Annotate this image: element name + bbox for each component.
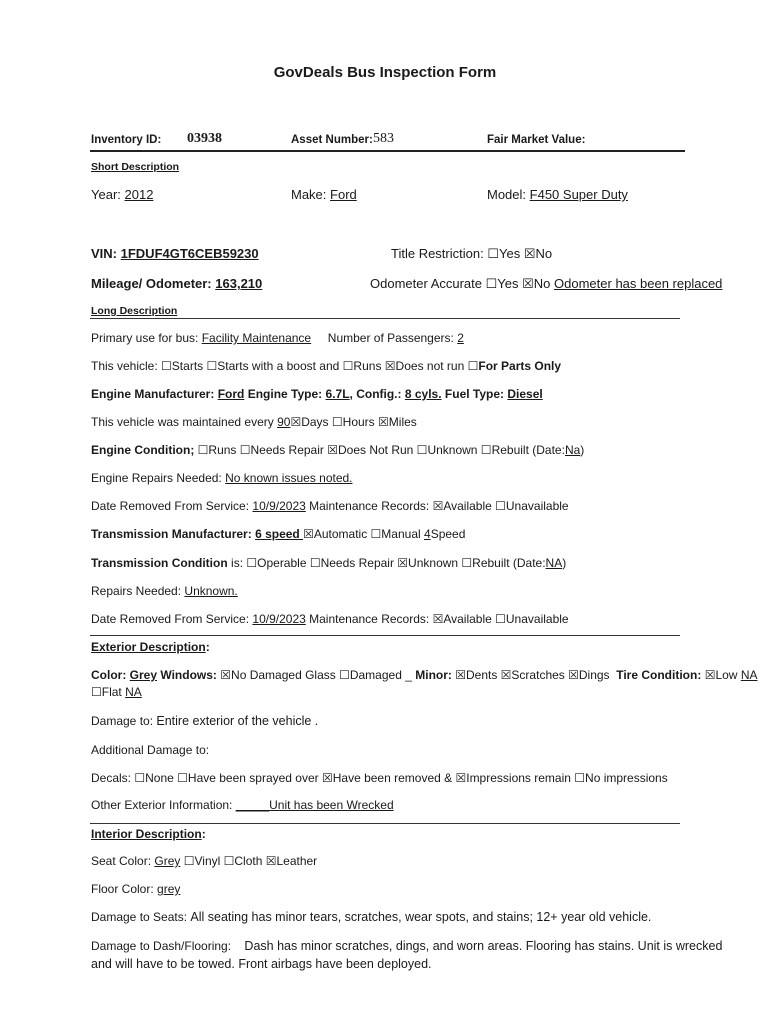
odometer-no-label: No <box>533 276 551 291</box>
windows-options[interactable]: ☒No Damaged Glass ☐Damaged _ <box>220 668 412 682</box>
date-removed-value: 10/9/2023 <box>252 499 306 513</box>
engine-repairs-value: No known issues noted. <box>225 471 353 485</box>
seat-color-value: Grey <box>154 854 181 868</box>
exterior-color-row <box>91 668 757 682</box>
model-value: F450 Super Duty <box>529 187 628 202</box>
seats-damage-value: All seating has minor tears, scratches, wear spots, and stains; 12+ year old vehicle. <box>190 910 652 924</box>
dash-damage-value-1: Dash has minor scratches, dings, and worn areas. Flooring has stains. Unit is wrecked <box>244 939 723 953</box>
floor-color-row <box>91 882 180 896</box>
config-value: 8 cyls. <box>404 387 442 401</box>
year-field <box>91 187 153 202</box>
interior-heading <box>91 827 206 841</box>
flat-row <box>91 685 142 699</box>
maint-records-options-2[interactable]: ☒Available ☐Unavailable <box>432 612 569 626</box>
title-no-checkbox[interactable]: ☒ <box>523 246 536 261</box>
color-label: Color: <box>91 668 127 682</box>
primary-use-value: Facility Maintenance <box>201 331 312 345</box>
repairs-needed-label: Repairs Needed: <box>91 584 182 598</box>
tire-low-checkbox[interactable]: ☒Low <box>704 668 738 682</box>
windows-label: Windows: <box>160 668 217 682</box>
engine-info-row <box>91 387 543 401</box>
date-removed-label: Date Removed From Service: <box>91 499 250 513</box>
other-exterior-label: Other Exterior Information: <box>91 798 233 812</box>
damage-row <box>91 714 318 728</box>
header-divider <box>90 150 685 152</box>
miles-checkbox[interactable]: ☒Miles <box>378 415 417 429</box>
vin-field <box>91 246 259 261</box>
engine-condition-options[interactable]: ☐Runs ☐Needs Repair ☒Does Not Run ☐Unknown ☐Rebuilt (Date: <box>197 443 565 457</box>
maintenance-interval-row <box>91 415 417 429</box>
tire-condition-label: Tire Condition: <box>616 668 702 682</box>
interior-heading-text: Interior Description <box>91 827 202 841</box>
config-label: , Config.: <box>349 387 402 401</box>
title-yes-checkbox[interactable]: ☐ <box>487 246 499 261</box>
year-value: 2012 <box>124 187 154 202</box>
transmission-condition-options[interactable]: ☐Operable ☐Needs Repair ☒Unknown ☐Rebuilt (Date: <box>246 556 546 570</box>
interior-divider <box>90 823 680 824</box>
engine-rebuilt-close: ) <box>580 443 585 457</box>
title-restriction-field <box>391 246 552 262</box>
seats-damage-row <box>91 910 651 924</box>
exterior-heading <box>91 640 210 654</box>
other-exterior-row <box>91 798 394 812</box>
odometer-note: Odometer has been replaced <box>554 276 723 291</box>
maint-records-label: Maintenance Records: <box>309 499 430 513</box>
starts-boost-checkbox[interactable]: ☐Starts with a boost and <box>206 359 340 373</box>
make-value: Ford <box>330 187 357 202</box>
maint-records-options[interactable]: ☒Available ☐Unavailable <box>432 499 569 513</box>
engine-condition-label: Engine Condition; <box>91 443 195 457</box>
maint-records-label-2: Maintenance Records: <box>309 612 430 626</box>
additional-damage-label: Additional Damage to: <box>91 743 210 757</box>
engine-type-label: Engine Type: <box>247 387 323 401</box>
mileage-label: Mileage/ Odometer: <box>91 276 212 291</box>
starts-checkbox[interactable]: ☐Starts <box>161 359 204 373</box>
odometer-accurate-label: Odometer Accurate <box>370 276 482 291</box>
form-title: GovDeals Bus Inspection Form <box>273 64 497 81</box>
vehicle-status-row <box>91 359 561 373</box>
passengers-value: 2 <box>457 331 464 345</box>
title-no-label: No <box>535 246 553 261</box>
maintained-value: 90 <box>277 415 291 429</box>
damage-value: Entire exterior of the vehicle . <box>156 714 319 728</box>
fuel-type-value: Diesel <box>507 387 543 401</box>
asset-number-value: 583 <box>373 131 394 146</box>
runs-checkbox[interactable]: ☐Runs <box>342 359 382 373</box>
asset-number-label: Asset Number: <box>291 134 373 146</box>
make-label: Make: <box>291 187 327 202</box>
does-not-run-checkbox[interactable]: ☒Does not run <box>384 359 465 373</box>
inventory-id-value: 03938 <box>187 131 222 146</box>
repairs-needed-row <box>91 584 238 598</box>
transmission-type-options[interactable]: ☒Automatic ☐Manual <box>303 527 421 541</box>
transmission-speed-value: 4 <box>424 527 431 541</box>
flat-checkbox[interactable]: ☐Flat <box>91 685 122 699</box>
long-description-divider <box>90 318 680 319</box>
vin-value: 1FDUF4GT6CEB59230 <box>120 246 259 261</box>
odometer-no-checkbox[interactable]: ☒ <box>522 276 534 291</box>
primary-use-label: Primary use for bus: <box>91 331 199 345</box>
primary-use-row <box>91 331 464 345</box>
dash-damage-row <box>91 939 722 953</box>
engine-repairs-label: Engine Repairs Needed: <box>91 471 222 485</box>
date-removed-row <box>91 499 569 513</box>
decals-options[interactable]: ☐None ☐Have been sprayed over ☒Have been removed & ☒Impressions remain ☐No impressions <box>134 771 668 785</box>
other-exterior-value: _____Unit has been Wrecked <box>235 798 394 812</box>
dash-damage-value-2: and will have to be towed. Front airbags have been deployed. <box>91 957 432 971</box>
exterior-divider <box>90 635 680 636</box>
seat-color-label: Seat Color: <box>91 854 152 868</box>
flat-value: NA <box>125 685 142 699</box>
date-removed-row-2 <box>91 612 569 626</box>
odometer-yes-checkbox[interactable]: ☐ <box>485 276 498 291</box>
decals-row <box>91 771 668 785</box>
parts-only-checkbox[interactable]: ☐ <box>467 359 479 373</box>
floor-color-value: grey <box>157 882 181 896</box>
decals-label: Decals: <box>91 771 132 785</box>
seats-damage-label: Damage to Seats: <box>91 910 188 924</box>
transmission-mfr-value: 6 speed <box>255 527 304 541</box>
transmission-condition-row <box>91 556 566 570</box>
hours-checkbox[interactable]: ☐Hours <box>331 415 375 429</box>
make-field <box>291 187 357 202</box>
engine-type-value: 6.7L <box>325 387 350 401</box>
title-yes-label: Yes <box>499 246 521 261</box>
engine-repairs-row <box>91 471 353 485</box>
color-value: Grey <box>129 668 158 682</box>
minor-options[interactable]: ☒Dents ☒Scratches ☒Dings <box>455 668 610 682</box>
exterior-heading-text: Exterior Description <box>91 640 206 654</box>
mileage-value: 163,210 <box>215 276 263 291</box>
tire-low-value: NA <box>740 668 758 682</box>
odometer-yes-label: Yes <box>497 276 519 291</box>
transmission-condition-is: is: <box>231 556 244 570</box>
date-removed-value-2: 10/9/2023 <box>252 612 306 626</box>
transmission-speed-label: Speed <box>430 527 466 541</box>
parts-only-label: For Parts Only <box>478 359 562 373</box>
engine-rebuilt-date: Na <box>564 443 581 457</box>
vehicle-status-label: This vehicle: <box>91 359 158 373</box>
short-description-heading: Short Description <box>91 161 180 173</box>
exterior-heading-colon: : <box>205 640 210 654</box>
transmission-mfr-label: Transmission Manufacturer: <box>91 527 252 541</box>
fair-market-value-label: Fair Market Value: <box>487 134 586 146</box>
odometer-accurate-field <box>370 276 722 292</box>
model-label: Model: <box>487 187 527 202</box>
date-removed-label-2: Date Removed From Service: <box>91 612 250 626</box>
engine-condition-row <box>91 443 584 457</box>
inventory-id-label: Inventory ID: <box>91 134 162 146</box>
transmission-condition-label: Transmission Condition <box>91 556 228 570</box>
transmission-mfr-row <box>91 527 465 541</box>
seat-color-row <box>91 854 317 868</box>
year-label: Year: <box>91 187 121 202</box>
damage-label: Damage to: <box>91 714 154 728</box>
repairs-needed-value: Unknown. <box>184 584 238 598</box>
transmission-rebuilt-close: ) <box>562 556 567 570</box>
seat-material-options[interactable]: ☐Vinyl ☐Cloth ☒Leather <box>183 854 318 868</box>
mileage-field <box>91 276 262 291</box>
dash-damage-label: Damage to Dash/Flooring: <box>91 939 232 953</box>
interior-heading-colon: : <box>201 827 206 841</box>
floor-color-label: Floor Color: <box>91 882 154 896</box>
fuel-type-label: Fuel Type: <box>444 387 505 401</box>
transmission-rebuilt-date: NA <box>545 556 563 570</box>
passengers-label: Number of Passengers: <box>327 331 454 345</box>
engine-mfr-value: Ford <box>217 387 245 401</box>
title-restriction-label: Title Restriction: <box>391 246 484 261</box>
minor-label: Minor: <box>415 668 452 682</box>
engine-mfr-label: Engine Manufacturer: <box>91 387 215 401</box>
days-checkbox[interactable]: ☒Days <box>290 415 329 429</box>
long-description-heading: Long Description <box>91 305 178 317</box>
maintained-label: This vehicle was maintained every <box>91 415 274 429</box>
vin-label: VIN: <box>91 246 117 261</box>
model-field <box>487 187 628 202</box>
